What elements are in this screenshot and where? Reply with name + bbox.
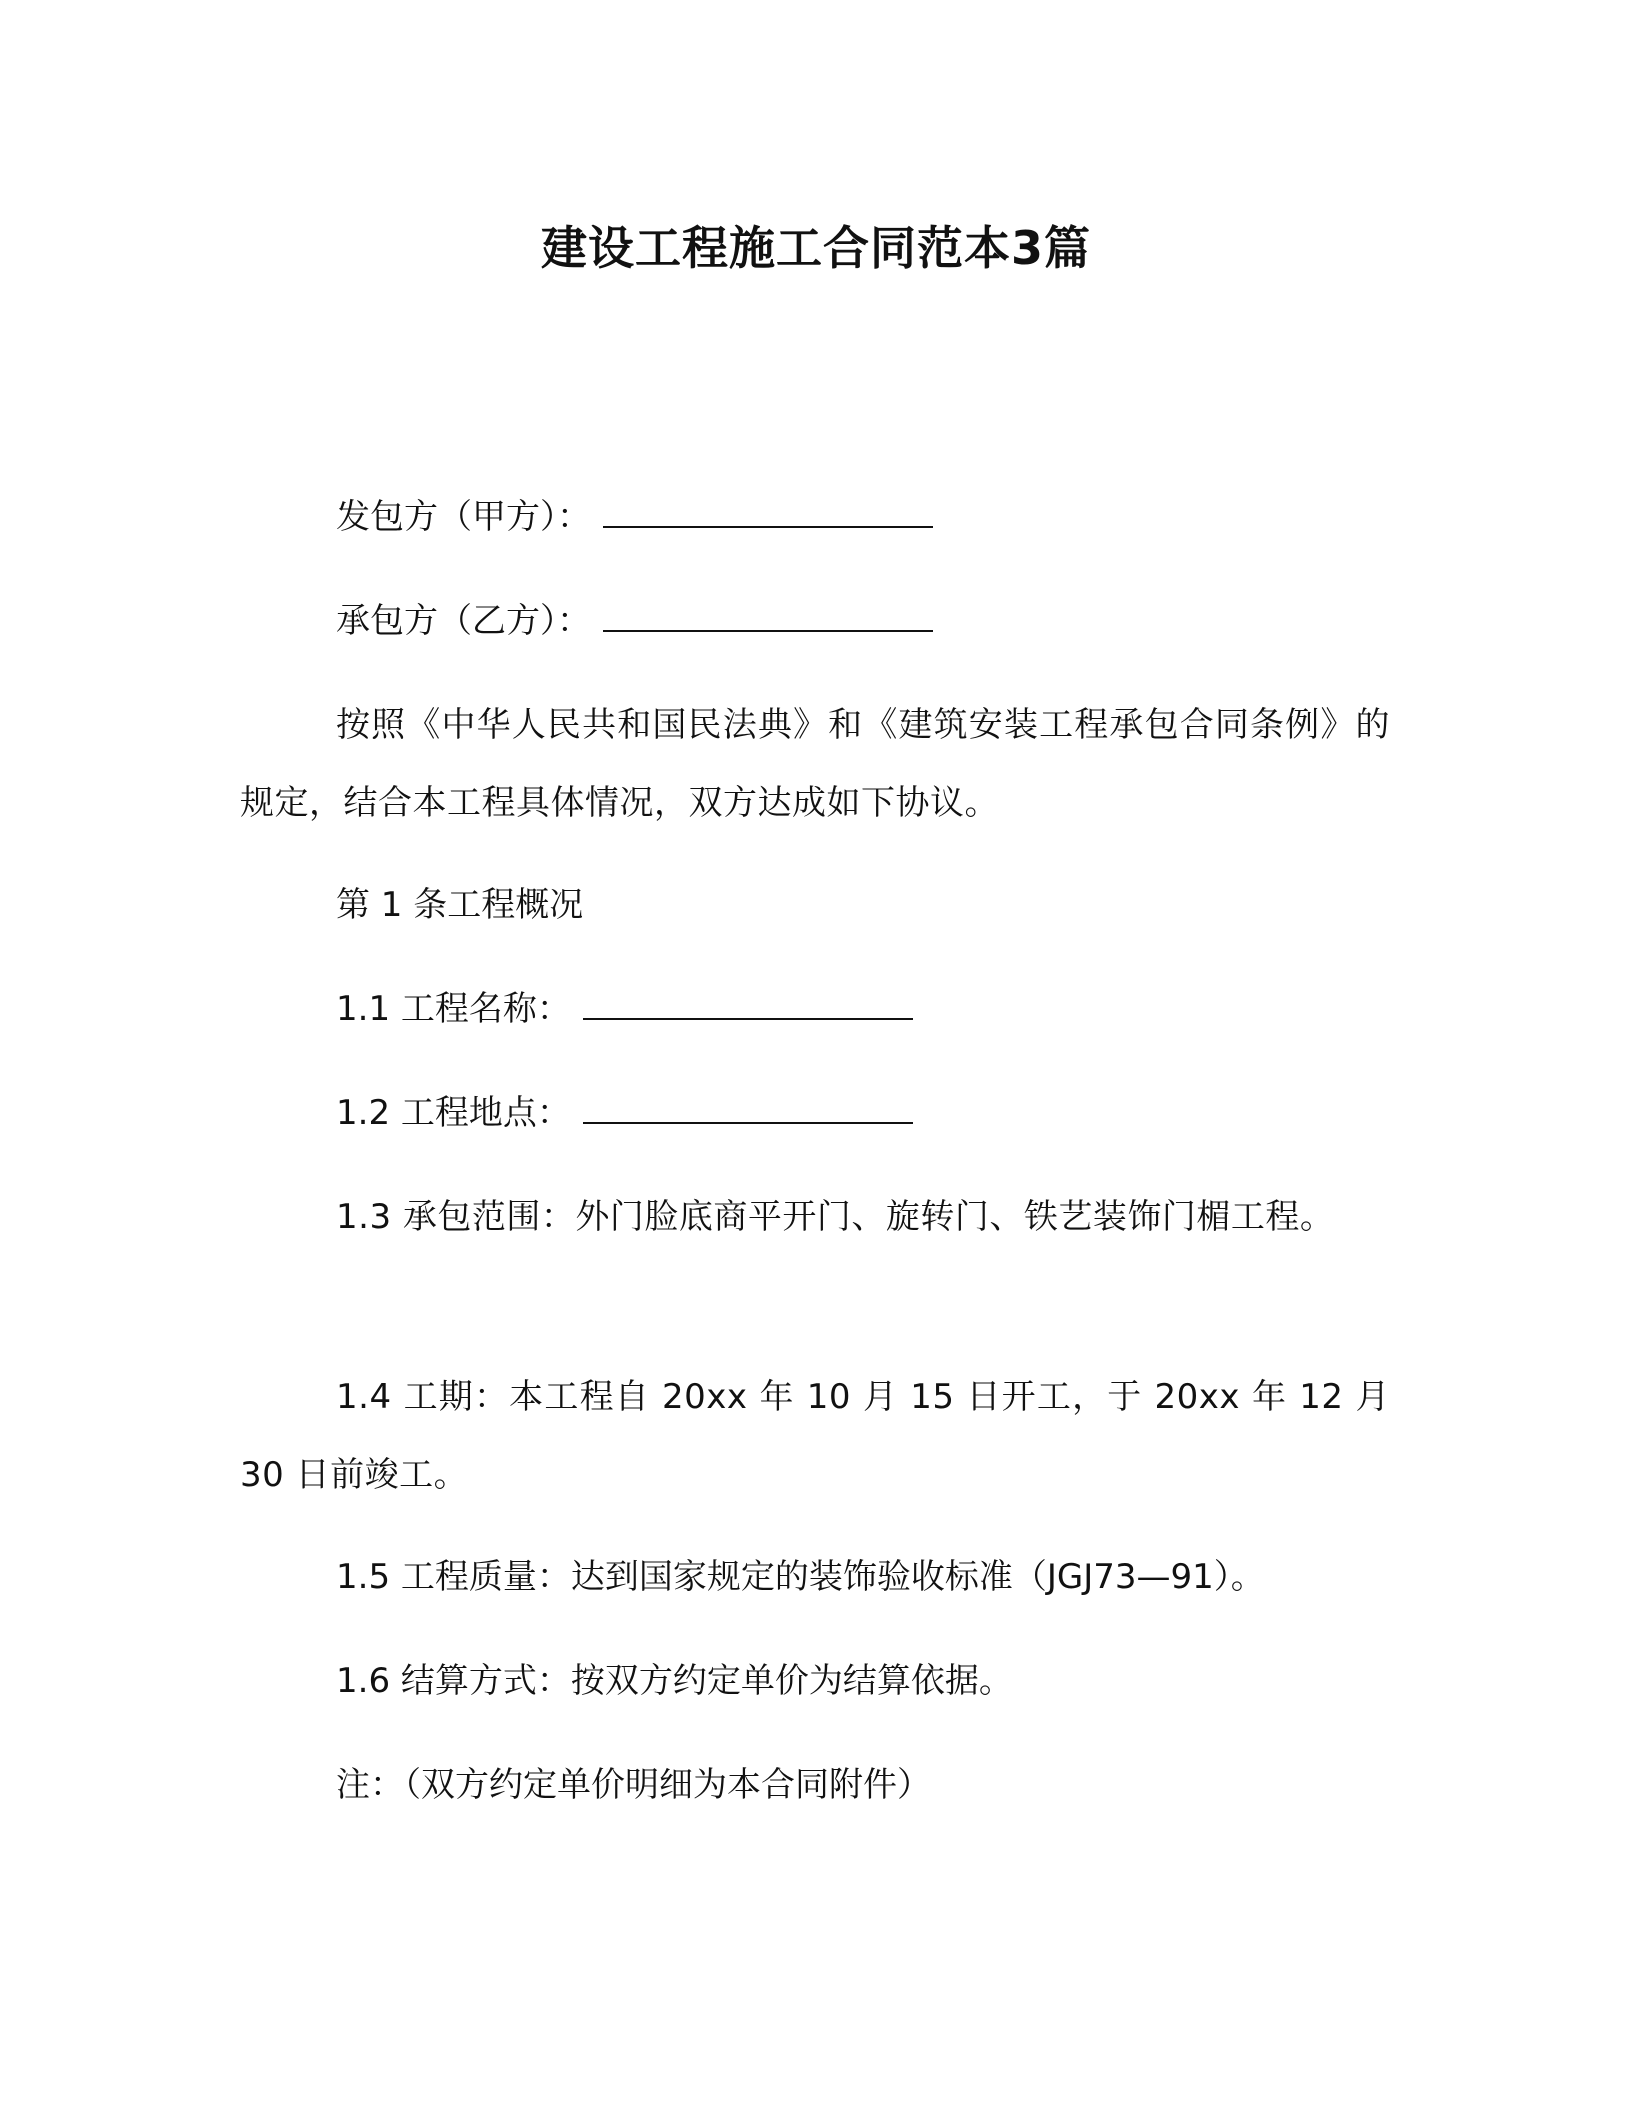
item-1-4-paragraph: 1.4 工期：本工程自 20xx 年 10 月 15 日开工，于 20xx 年 12 月 30 日前竣工。 xyxy=(240,1377,1390,1495)
intro-paragraph: 按照《中华人民共和国民法典》和《建筑安装工程承包合同条例》的规定，结合本工程具体情况，双方达成如下协议。 xyxy=(240,705,1390,823)
item-1-5-line: 1.5 工程质量：达到国家规定的装饰验收标准（JGJ73—91）。 xyxy=(336,1557,1265,1597)
party-a-line xyxy=(240,478,1488,556)
item-1-1-line xyxy=(240,970,1488,1048)
note-line: 注：（双方约定单价明细为本合同附件） xyxy=(336,1765,931,1805)
item-1-3-paragraph: 1.3 承包范围：外门脸底商平开门、旋转门、铁艺装饰门楣工程。 xyxy=(336,1197,1335,1237)
party-a-blank xyxy=(603,496,933,528)
party-b-label: 承包方（乙方）： xyxy=(336,601,591,641)
item-1-2-label: 1.2 工程地点： xyxy=(336,1093,571,1133)
project-location-blank xyxy=(583,1092,913,1124)
article1-heading: 第 1 条工程概况 xyxy=(336,885,584,925)
party-a-label: 发包方（甲方）： xyxy=(336,497,591,537)
item-1-6-line: 1.6 结算方式：按双方约定单价为结算依据。 xyxy=(336,1661,1013,1701)
project-name-blank xyxy=(583,988,913,1020)
party-b-line xyxy=(240,582,1488,660)
item-1-2-line xyxy=(240,1074,1488,1152)
party-b-blank xyxy=(603,600,933,632)
item-1-1-label: 1.1 工程名称： xyxy=(336,989,571,1029)
document-title: 建设工程施工合同范本3篇 xyxy=(540,221,1091,275)
